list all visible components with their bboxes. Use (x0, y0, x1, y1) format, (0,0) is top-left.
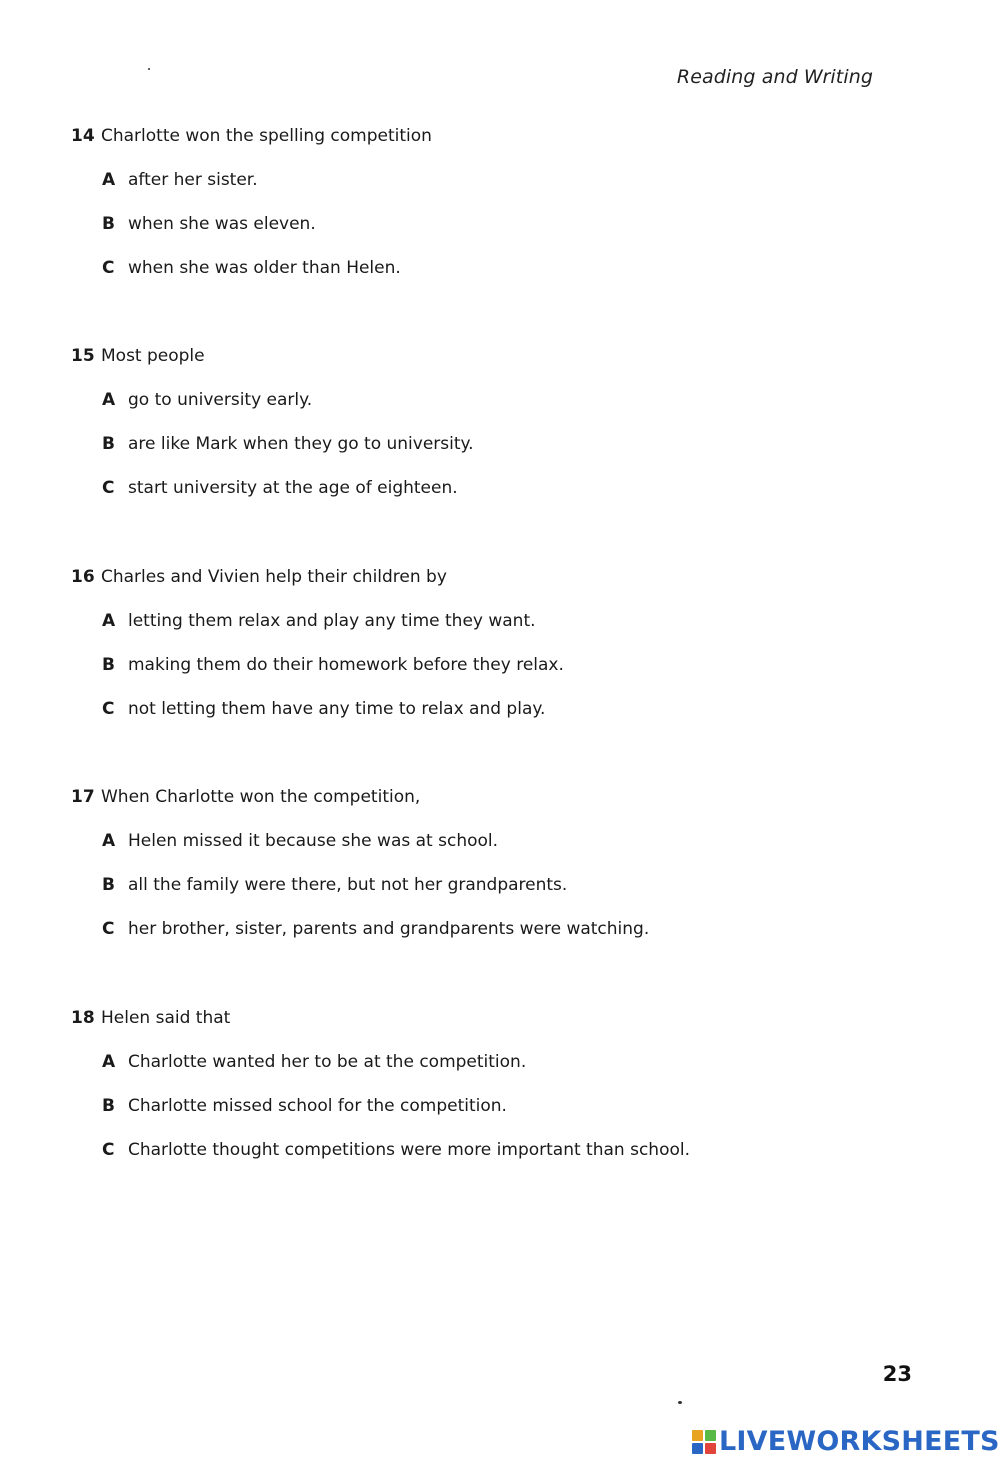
option-text: Helen missed it because she was at school. (128, 831, 499, 851)
option-letter: B (102, 434, 115, 454)
option-letter: C (102, 699, 115, 719)
option-b[interactable] (102, 434, 474, 454)
option-a[interactable] (102, 170, 258, 190)
logo-square (692, 1430, 703, 1441)
question-number: 16 (71, 567, 95, 587)
page-number: 23 (882, 1362, 912, 1386)
option-letter: B (102, 214, 115, 234)
logo-square (692, 1443, 703, 1454)
watermark-text: LIVEWORKSHEETS (719, 1426, 1000, 1457)
option-c[interactable] (102, 919, 649, 939)
option-text: not letting them have any time to relax and play. (128, 699, 546, 719)
option-text: are like Mark when they go to university. (128, 434, 474, 454)
question-number: 15 (71, 346, 95, 366)
option-letter: B (102, 1096, 115, 1116)
option-text: go to university early. (128, 390, 313, 410)
question-number: 17 (71, 787, 95, 807)
option-b[interactable] (102, 655, 564, 675)
question-stem: Helen said that (101, 1008, 231, 1028)
section-title: Reading and Writing (676, 66, 873, 88)
option-a[interactable] (102, 1052, 526, 1072)
question-stem: Charlotte won the spelling competition (101, 126, 432, 146)
option-text: Charlotte missed school for the competition. (128, 1096, 507, 1116)
option-c[interactable] (102, 1140, 690, 1160)
question-stem: Most people (101, 346, 205, 366)
option-b[interactable] (102, 214, 316, 234)
liveworksheets-watermark (692, 1426, 1000, 1457)
option-b[interactable] (102, 875, 567, 895)
option-letter: A (102, 611, 116, 631)
option-c[interactable] (102, 699, 545, 719)
option-letter: A (102, 390, 116, 410)
option-a[interactable] (102, 390, 312, 410)
stray-dot-top (148, 68, 150, 70)
option-text: after her sister. (128, 170, 258, 190)
question-stem: Charles and Vivien help their children by (101, 567, 447, 587)
option-text: when she was eleven. (128, 214, 316, 234)
option-letter: A (102, 831, 116, 851)
option-c[interactable] (102, 478, 458, 498)
option-text: all the family were there, but not her grandparents. (128, 875, 568, 895)
logo-square (705, 1443, 716, 1454)
option-letter: C (102, 919, 115, 939)
logo-square (705, 1430, 716, 1441)
option-b[interactable] (102, 1096, 507, 1116)
option-a[interactable] (102, 831, 498, 851)
option-text: Charlotte thought competitions were more important than school. (128, 1140, 691, 1160)
option-letter: A (102, 170, 116, 190)
option-text: letting them relax and play any time they want. (128, 611, 536, 631)
question-number: 14 (71, 126, 95, 146)
stray-dot-bottom (678, 1401, 682, 1404)
option-c[interactable] (102, 258, 401, 278)
option-text: start university at the age of eighteen. (128, 478, 458, 498)
option-letter: A (102, 1052, 116, 1072)
option-letter: B (102, 875, 115, 895)
option-letter: C (102, 258, 115, 278)
option-text: Charlotte wanted her to be at the competition. (128, 1052, 527, 1072)
option-text: making them do their homework before they relax. (128, 655, 564, 675)
question-number: 18 (71, 1008, 95, 1028)
option-letter: B (102, 655, 115, 675)
option-letter: C (102, 478, 115, 498)
question-stem: When Charlotte won the competition, (101, 787, 421, 807)
liveworksheets-logo-icon (692, 1430, 716, 1454)
option-text: her brother, sister, parents and grandparents were watching. (128, 919, 650, 939)
option-text: when she was older than Helen. (128, 258, 401, 278)
option-letter: C (102, 1140, 115, 1160)
option-a[interactable] (102, 611, 536, 631)
